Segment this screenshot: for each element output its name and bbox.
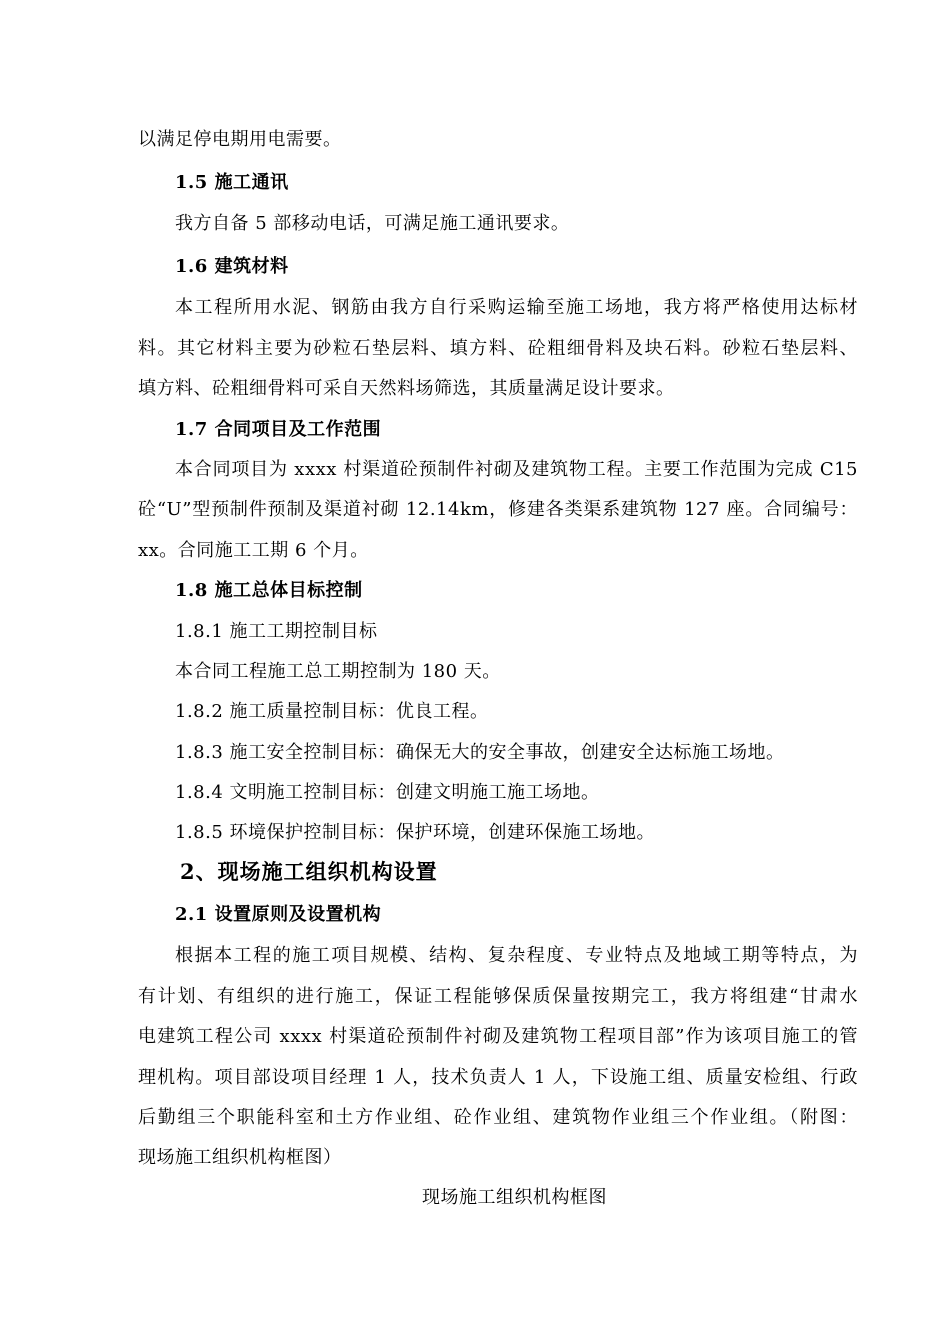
section-heading-2: 2、现场施工组织机构设置	[180, 859, 438, 884]
list-item: 1.8.5 环境保护控制目标：保护环境，创建环保施工场地。	[175, 822, 656, 843]
section-heading-2-1: 2.1 设置原则及设置机构	[175, 904, 382, 925]
paragraph-2-1-line: 电建筑工程公司 xxxx 村渠道砼预制件衬砌及建筑物工程项目部”作为该项目施工的管	[138, 1026, 858, 1047]
list-item: 1.8.4 文明施工控制目标：创建文明施工施工场地。	[175, 782, 600, 803]
paragraph-1-6-line: 料。其它材料主要为砂粒石垫层料、填方料、砼粗细骨料及块石料。砂粒石垫层料、	[138, 338, 858, 359]
paragraph-1-7-line: 砼“U”型预制件预制及渠道衬砌 12.14km，修建各类渠系建筑物 127 座。合同编号：	[138, 499, 858, 520]
paragraph-1-5: 我方自备 5 部移动电话，可满足施工通讯要求。	[175, 213, 570, 234]
paragraph-2-1-line: 根据本工程的施工项目规模、结构、复杂程度、专业特点及地域工期等特点，为	[175, 945, 858, 966]
paragraph-1-6-line: 本工程所用水泥、钢筋由我方自行采购运输至施工场地，我方将严格使用达标材	[175, 297, 858, 318]
section-heading-1-6: 1.6 建筑材料	[175, 256, 289, 277]
list-item: 1.8.3 施工安全控制目标：确保无大的安全事故，创建安全达标施工场地。	[175, 742, 785, 763]
section-heading-1-7: 1.7 合同项目及工作范围	[175, 419, 382, 440]
list-item: 本合同工程施工总工期控制为 180 天。	[175, 661, 501, 682]
paragraph-2-1-line: 后勤组三个职能科室和土方作业组、砼作业组、建筑物作业组三个作业组。（附图：	[138, 1107, 858, 1128]
paragraph-2-1-line: 有计划、有组织的进行施工，保证工程能够保质保量按期完工，我方将组建“甘肃水	[138, 986, 858, 1007]
paragraph-1-7-line: xx。合同施工工期 6 个月。	[138, 540, 369, 561]
paragraph-2-1-line: 现场施工组织机构框图）	[138, 1147, 342, 1168]
continued-text: 以满足停电期用电需要。	[138, 129, 342, 150]
figure-caption: 现场施工组织机构框图	[422, 1187, 607, 1208]
paragraph-1-6-line: 填方料、砼粗细骨料可采自天然料场筛选，其质量满足设计要求。	[138, 378, 675, 399]
list-item: 1.8.2 施工质量控制目标：优良工程。	[175, 701, 489, 722]
paragraph-1-7-line: 本合同项目为 xxxx 村渠道砼预制件衬砌及建筑物工程。主要工作范围为完成 C15	[175, 459, 858, 480]
list-item: 1.8.1 施工工期控制目标	[175, 621, 378, 642]
section-heading-1-5: 1.5 施工通讯	[175, 172, 289, 193]
paragraph-2-1-line: 理机构。项目部设项目经理 1 人，技术负责人 1 人，下设施工组、质量安检组、行政	[138, 1067, 858, 1088]
section-heading-1-8: 1.8 施工总体目标控制	[175, 580, 363, 601]
